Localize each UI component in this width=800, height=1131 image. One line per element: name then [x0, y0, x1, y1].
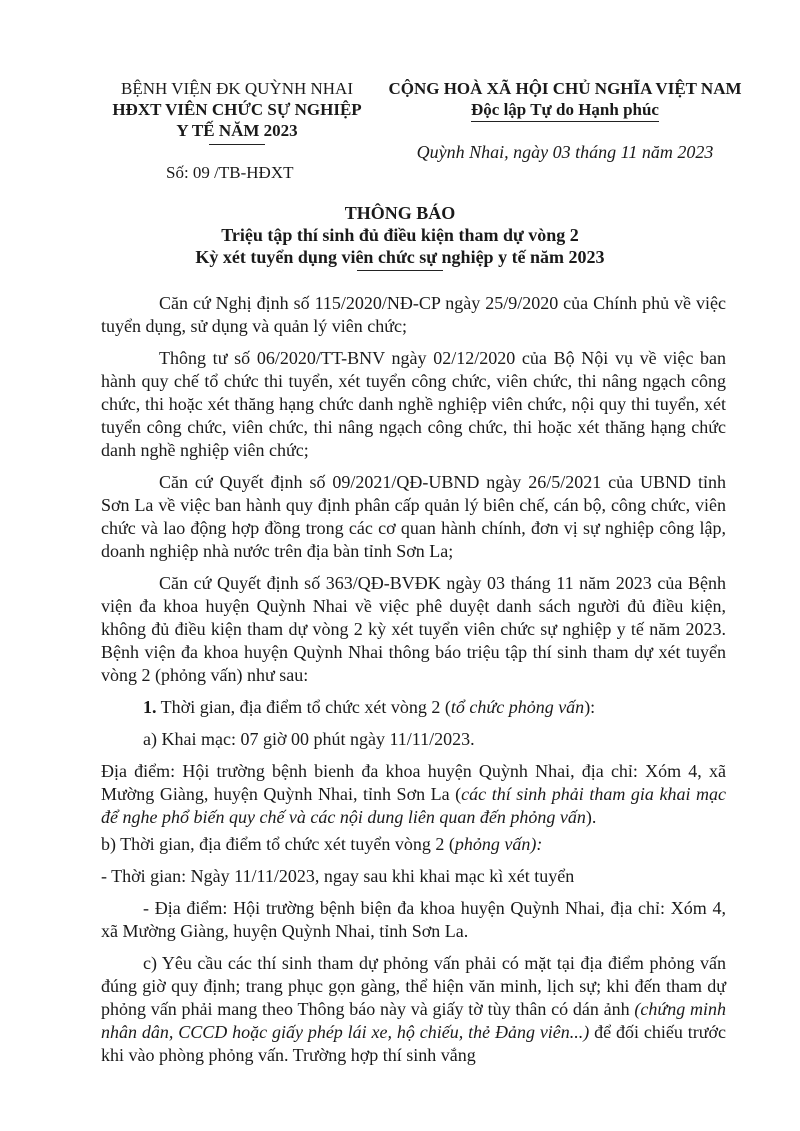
- place-date: Quỳnh Nhai, ngày 03 tháng 11 năm 2023: [416, 142, 714, 162]
- header-left-divider: [209, 144, 265, 145]
- title-line2: Kỳ xét tuyển dụng viên chức sự nghiệp y tế năm 2023: [195, 247, 605, 267]
- item-a-opening: a) Khai mạc: 07 giờ 00 phút ngày 11/11/2023.: [143, 729, 475, 749]
- item-c-requirements: c) Yêu cầu các thí sinh tham dự phỏng vấn phải có mặt tại địa điểm phỏng vấn đúng giờ quy định; trang phục gọn gàng, thể hiện văn minh, lịch sự; khi đến tham dự phỏng vấn phải mang theo Thông báo này và giấy tờ tùy thân có dán ảnh (chứng minh nhân dân, CCCD hoặc giấy phép lái xe, hộ chiếu, thẻ Đảng viên...) để đối chiếu trước khi vào phòng phỏng vấn. Trường hợp thí sinh vắng: [101, 953, 726, 1065]
- hospital-name: BỆNH VIỆN ĐK QUỲNH NHAI: [121, 79, 353, 98]
- national-motto: Độc lập Tự do Hạnh phúc: [471, 99, 659, 122]
- board-name-line1: HĐXT VIÊN CHỨC SỰ NGHIỆP: [112, 100, 362, 119]
- board-name-line2: Y TẾ NĂM 2023: [176, 121, 298, 140]
- document-number: Số: 09 /TB-HĐXT: [166, 163, 294, 182]
- paragraph-legal-basis-1: Căn cứ Nghị định số 115/2020/NĐ-CP ngày 25/9/2020 của Chính phủ về việc tuyển dụng, sử dụng và quản lý viên chức;: [101, 293, 726, 336]
- title-heading: THÔNG BÁO: [344, 203, 456, 223]
- item-b-location: - Địa điểm: Hội trường bệnh biện đa khoa huyện Quỳnh Nhai, địa chỉ: Xóm 4, xã Mường Giàng, huyện Quỳnh Nhai, tỉnh Sơn La.: [101, 898, 726, 941]
- item-b-heading: b) Thời gian, địa điểm tổ chức xét tuyển vòng 2 (phỏng vấn):: [101, 834, 543, 854]
- paragraph-legal-basis-2: Thông tư số 06/2020/TT-BNV ngày 02/12/2020 của Bộ Nội vụ về việc ban hành quy chế tổ chức thi tuyển, xét tuyển công chức, viên chức, thi nâng ngạch công chức, thi hoặc xét thăng hạng chức danh nghề nghiệp viên chức, nội quy thi tuyển, xét tuyển công chức, viên chức, thi nâng ngạch công chức, thi hoặc xét thăng hạng chức danh nghề nghiệp viên chức;: [101, 348, 726, 460]
- paragraph-legal-basis-3: Căn cứ Quyết định số 09/2021/QĐ-UBND ngày 26/5/2021 của UBND tỉnh Sơn La về việc ban hành quy định phân cấp quản lý biên chế, cán bộ, công chức, viên chức và lao động hợp đồng trong các cơ quan hành chính, đơn vị sự nghiệp công lập, doanh nghiệp nhà nước trên địa bàn tỉnh Sơn La;: [101, 472, 726, 561]
- title-divider: [357, 270, 443, 271]
- issuer-header: [92, 78, 382, 183]
- item-b-time: - Thời gian: Ngày 11/11/2023, ngay sau khi khai mạc kì xét tuyển: [101, 866, 575, 886]
- section-1-heading: 1. Thời gian, địa điểm tổ chức xét vòng 2 (tổ chức phỏng vấn):: [143, 697, 596, 717]
- title-line1: Triệu tập thí sinh đủ điều kiện tham dự vòng 2: [221, 225, 579, 245]
- national-header: [384, 78, 746, 163]
- document-body: [101, 292, 726, 1076]
- item-a-location: Địa điểm: Hội trường bệnh bienh đa khoa huyện Quỳnh Nhai, địa chỉ: Xóm 4, xã Mường Giàng, huyện Quỳnh Nhai, tỉnh Sơn La (các thí sinh phải tham gia khai mạc để nghe phổ biến quy chế và các nội dung liên quan đến phỏng vấn).: [101, 761, 726, 827]
- paragraph-legal-basis-4: Căn cứ Quyết định số 363/QĐ-BVĐK ngày 03 tháng 11 năm 2023 của Bệnh viện đa khoa huyện Quỳnh Nhai về việc phê duyệt danh sách người đủ điều kiện, không đủ điều kiện tham dự vòng 2 kỳ xét tuyển viên chức sự nghiệp y tế năm 2023. Bệnh viện đa khoa huyện Quỳnh Nhai thông báo triệu tập thí sinh tham dự xét tuyển vòng 2 (phỏng vấn) như sau:: [101, 573, 726, 685]
- nation-name: CỘNG HOÀ XÃ HỘI CHỦ NGHĨA VIỆT NAM: [388, 79, 742, 98]
- document-title: [60, 202, 740, 271]
